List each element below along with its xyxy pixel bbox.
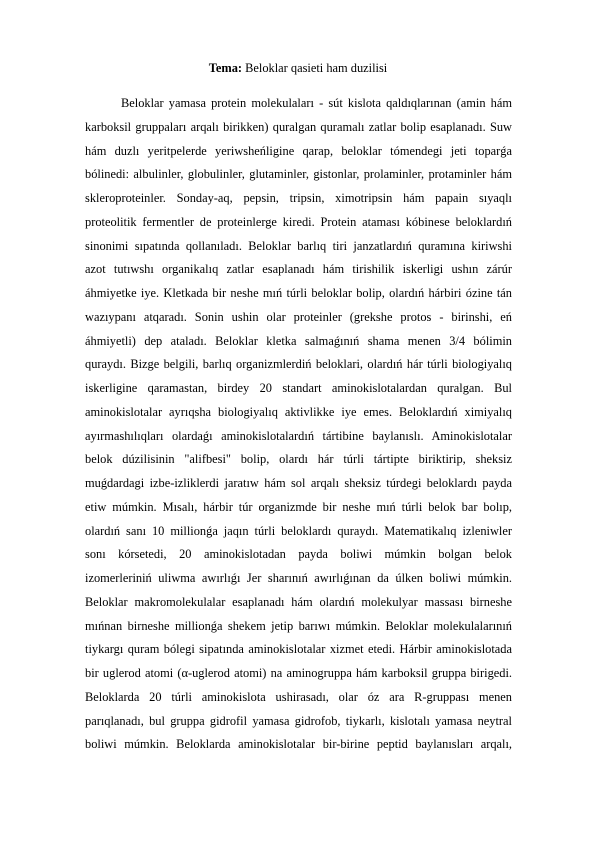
document-title [0,60,596,76]
paragraph-line: bólinedi: albulinler, globulinler, glutaminler, gistonlar, prolaminler, protaminler hám [85,167,512,182]
paragraph-line: tiykargı quram bólegi sipatında aminokislotalar xizmet etedi. Hárbir aminokislotada [85,642,512,657]
paragraph-line: Beloklar yamasa protein molekulaları - sút kislota qaldıqlarınan (amin hám [121,96,512,110]
paragraph-line: áhmiyetke iye. Kletkada bir neshe mıń túrli beloklar bolip, olardıń hárbiri ózine tán [85,286,512,300]
paragraph-line: wazıypanı atqaradı. Sonin ushin olar proteinler (grekshe protos - birinshi, eń [85,309,512,324]
paragraph-line: sinonimi sıpatında qollanıladı. Beloklar barlıq tiri janzatlardıń quramına kiriwshi [85,238,512,253]
paragraph-line: ayırmashılıqları olardaǵı aminokislotalardıń tártibine baylanıslı. Aminokislotalar [85,428,512,443]
paragraph-line: boliwi múmkin. Beloklarda aminokislotalar bir-birine peptid baylanısları arqalı, [85,737,512,752]
paragraph-line: quraydı. Bizge belgili, barlıq organizmlerdiń beloklari, olardıń hár túrli biologiyalıq [85,357,512,372]
paragraph-line: azot tutıwshı organikalıq zatlar esaplanadı hám tirishilik iskerligi ushın zárúr [85,262,512,277]
paragraph-line: etiw múmkin. Mısalı, hárbir túr organizmde bir neshe mıń túrli belok bar bolıp, [85,499,512,514]
paragraph-line: skleroproteinler. Sonday-aq, pepsin, tripsin, ximotripsin hám papain sıyaqlı [85,191,512,205]
paragraph-line: áhmiyetli) dep ataladı. Beloklar kletka salmaǵınıń shama menen 3/4 bólimin [85,333,512,348]
paragraph-line: Beloklarda 20 túrli aminokislota ushirasadı, olar óz ara R-gruppası menen [85,689,512,704]
title-label: Tema: [208,61,243,75]
paragraph-line: izomerleriniń uliwma awırlıǵı Jer sharınıń awırlıǵınan da úlken boliwi múmkin. [85,571,512,585]
title-text: Beloklar qasieti ham duzilisi [242,61,388,75]
paragraph-line: mıńnan birneshe millionǵa shekem jetip barıwı múmkin. Beloklar molekulalarınıń [85,618,512,633]
paragraph-line: karboksil gruppaları arqalı birikken) quralgan quramalı zatlar bolip esaplanadı. Suw [85,119,512,134]
paragraph-line: belok dúzilisinin "alifbesi" bolip, olardı hár túrli tártipte biriktirip, sheksiz [85,452,512,467]
body-paragraph [85,92,512,757]
paragraph-line: sonı kórsetedi, 20 aminokislotadan payda boliwi múmkin bolgan belok [85,547,512,562]
paragraph-line: parıqlanadı, bul gruppa gidrofil yamasa gidrofob, tiykarlı, kislotalı yamasa neytral [85,713,512,728]
paragraph-line: Beloklar makromolekulalar esaplanadı hám olardıń molekulyar massası birneshe [85,594,512,609]
paragraph-line: olardıń sanı 10 millionǵa jaqın túrli beloklardı quraydı. Matematikalıq izleniwler [85,523,512,538]
paragraph-line: hám duzlı yeritpelerde yeriwsheńligine qarap, beloklar tómendegi jeti toparǵa [85,143,512,158]
paragraph-line: muǵdardagi izbe-izliklerdi jaratıw hám sol arqalı sheksiz túrdegi beloklardı payda [85,476,512,490]
paragraph-line: proteolitik fermentler de proteinlerge kiredi. Protein ataması kóbinese beloklardıń [85,214,512,229]
paragraph-line: aminokislotalar ayrıqsha biologiyalıq aktivlikke iye emes. Beloklardıń ximiyalıq [85,404,512,419]
paragraph-line: bir uglerod atomi (α-uglerod atomi) na aminogruppa hám karboksil gruppa birigedi. [85,666,512,680]
paragraph-line: iskerligine qaramastan, birdey 20 standart aminokislotalardan quralgan. Bul [85,381,512,395]
